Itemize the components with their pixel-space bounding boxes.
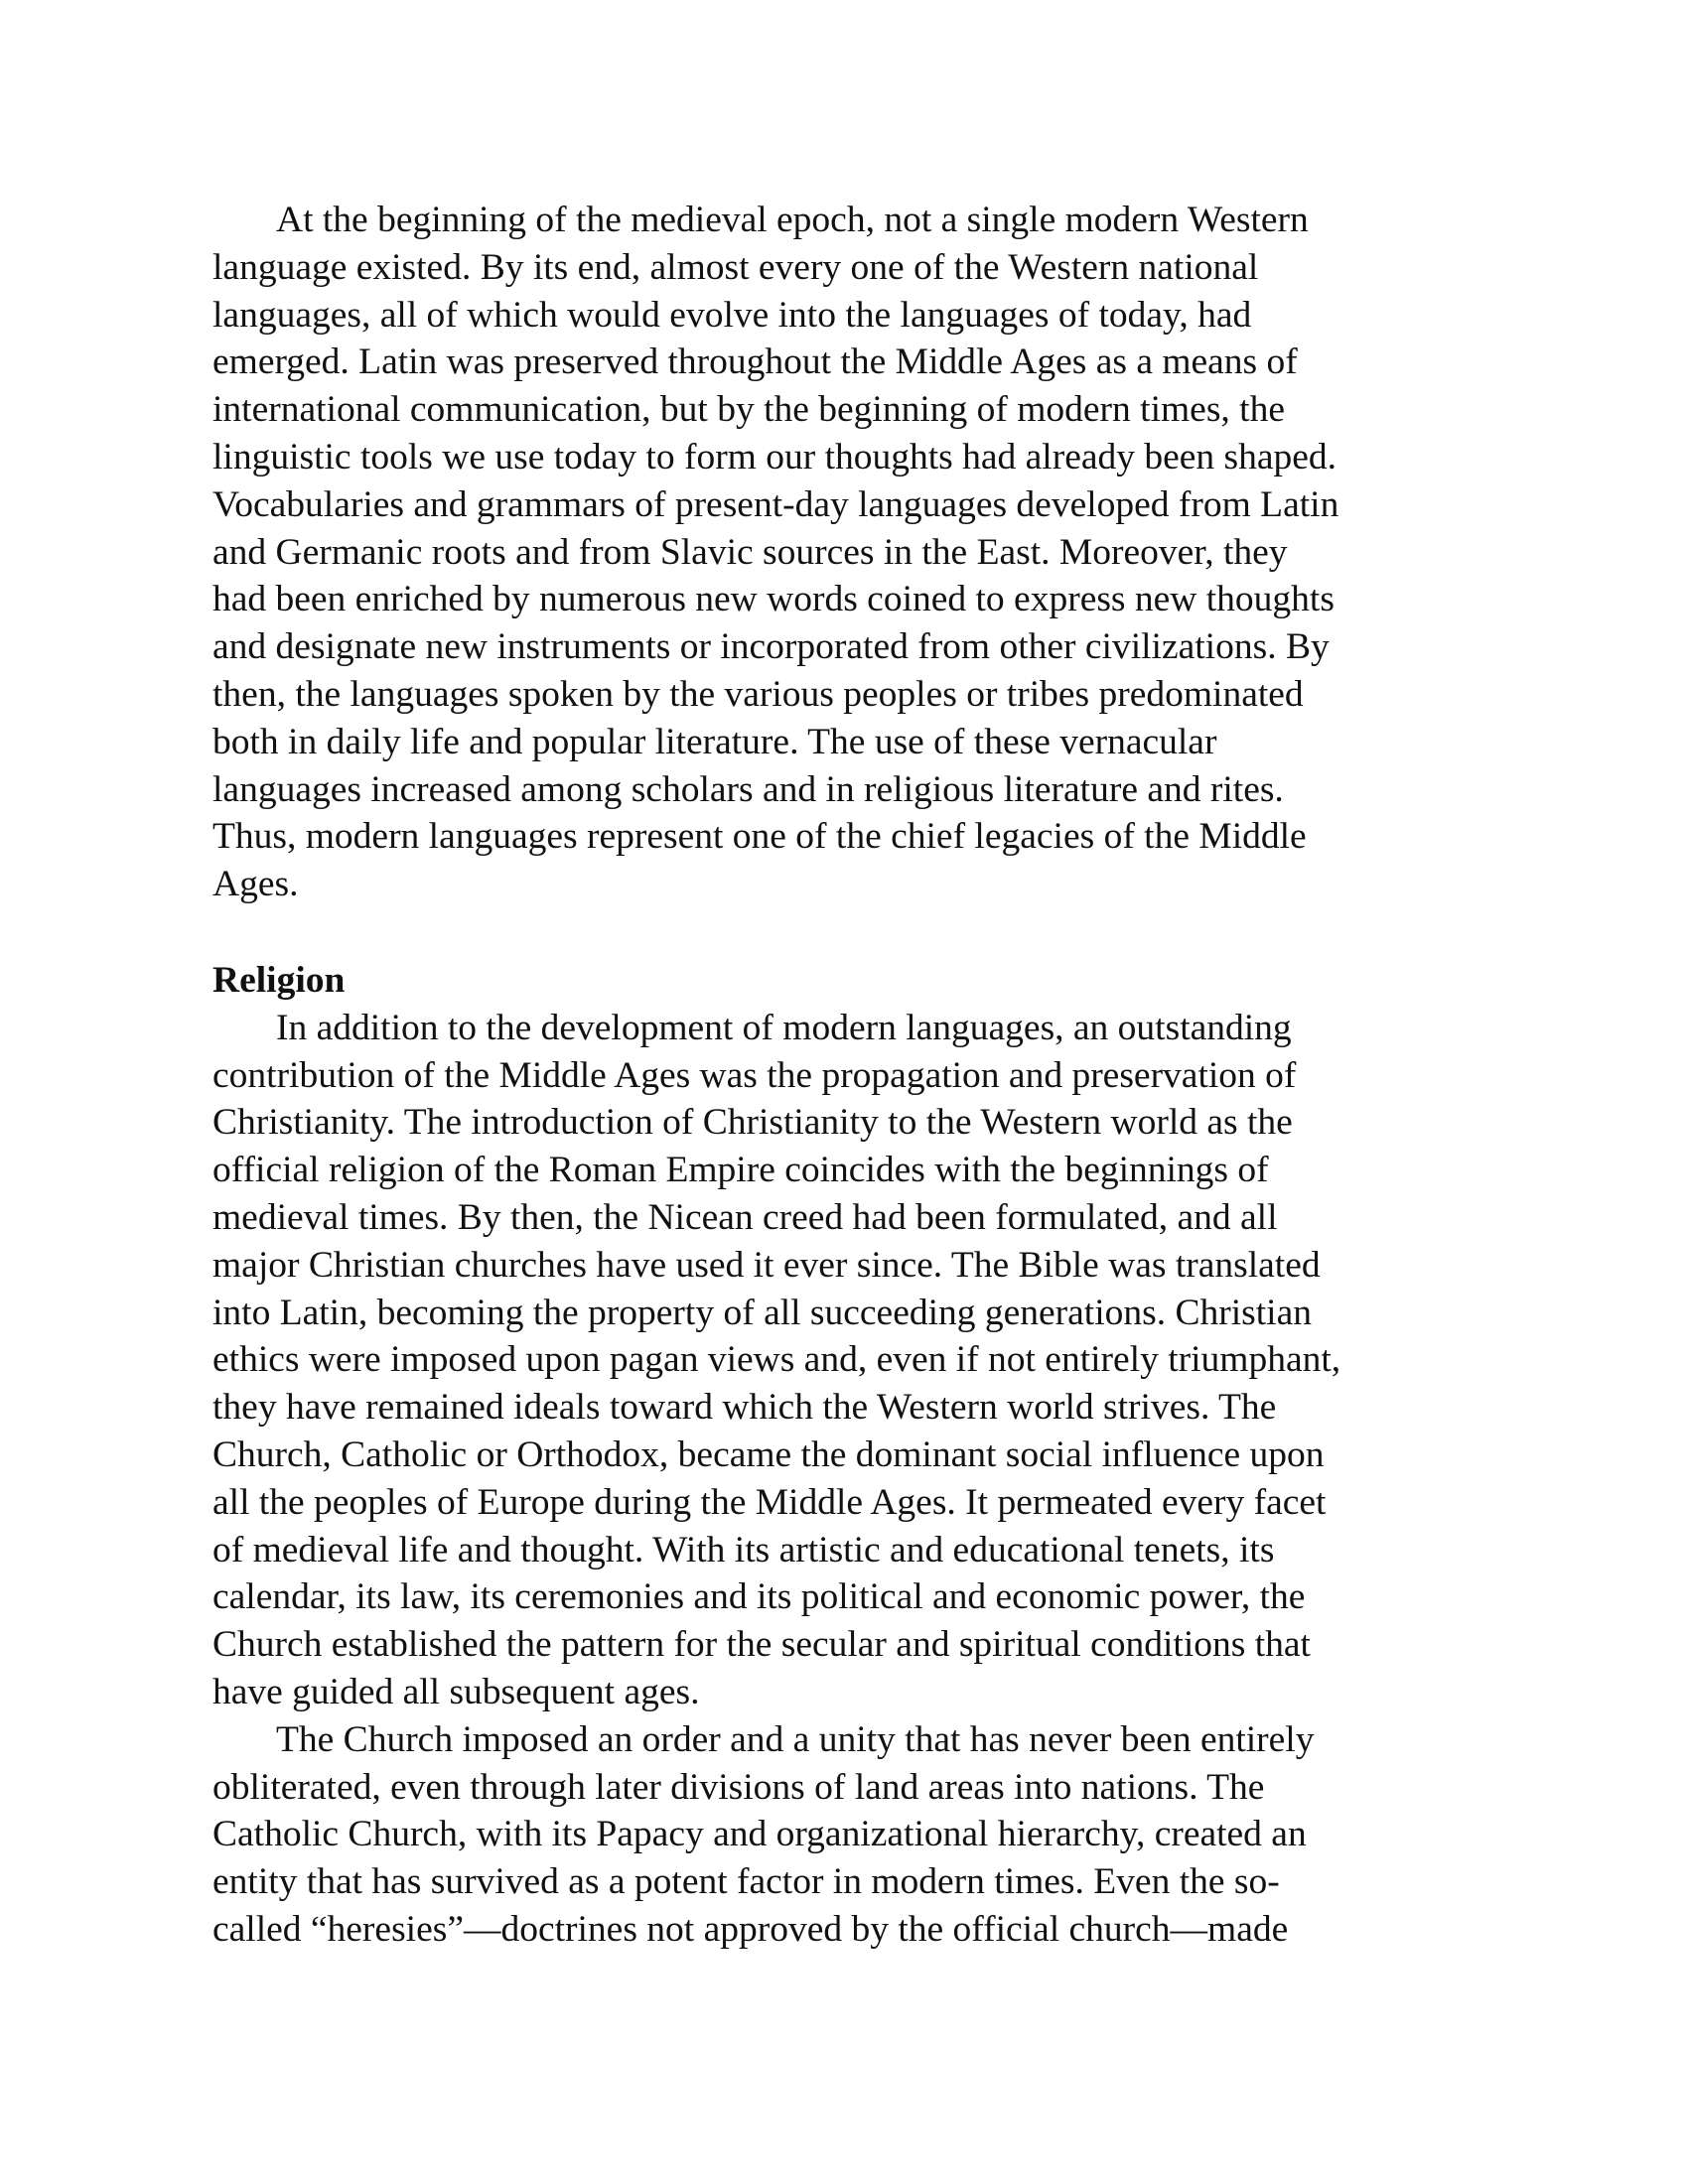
document-body <box>212 197 1493 1954</box>
section-heading-religion: Religion <box>212 959 346 1001</box>
paragraph-modern-languages: At the beginning of the medieval epoch, not a single modern Western language existed. By its end, almost every one of the Western national languages, all of which would evolve into the languages of today, had emerged. Latin was preserved throughout the Middle Ages as a means of international communication, but by the beginning of modern times, the linguistic tools we use today to form our thoughts had already been shaped. Vocabularies and grammars of present-day languages developed from Latin and Germanic roots and from Slavic sources in the East. Moreover, they had been enriched by numerous new words coined to express new thoughts and designate new instruments or incorporated from other civilizations. By then, the languages spoken by the various peoples or tribes predominated both in daily life and popular literature. The use of these vernacular languages increased among scholars and in religious literature and rites. Thus, modern languages represent one of the chief legacies of the Middle Ages. <box>212 200 1339 905</box>
paragraph-church-order: The Church imposed an order and a unity that has never been entirely obliterated, even through later divisions of land areas into nations. The Catholic Church, with its Papacy and organizational hierarchy, created an entity that has survived as a potent factor in modern times. Even the so- called “heresies”—doctrines not approved by the official church—made <box>212 1718 1315 1950</box>
paragraph-religion-christianity: In addition to the development of modern languages, an outstanding contribution of the Middle Ages was the propagation and preservation of Christianity. The introduction of Christianity to the Western world as the official religion of the Roman Empire coincides with the beginnings of medieval times. By then, the Nicean creed had been formulated, and all major Christian churches have used it ever since. The Bible was translated into Latin, becoming the property of all succeeding generations. Christian ethics were imposed upon pagan views and, even if not entirely triumphant, they have remained ideals toward which the Western world strives. The Church, Catholic or Orthodox, became the dominant social influence upon all the peoples of Europe during the Middle Ages. It permeated every facet of medieval life and thought. With its artistic and educational tenets, its calendar, its law, its ceremonies and its political and economic power, the Church established the pattern for the secular and spiritual conditions that have guided all subsequent ages. <box>212 1007 1341 1712</box>
